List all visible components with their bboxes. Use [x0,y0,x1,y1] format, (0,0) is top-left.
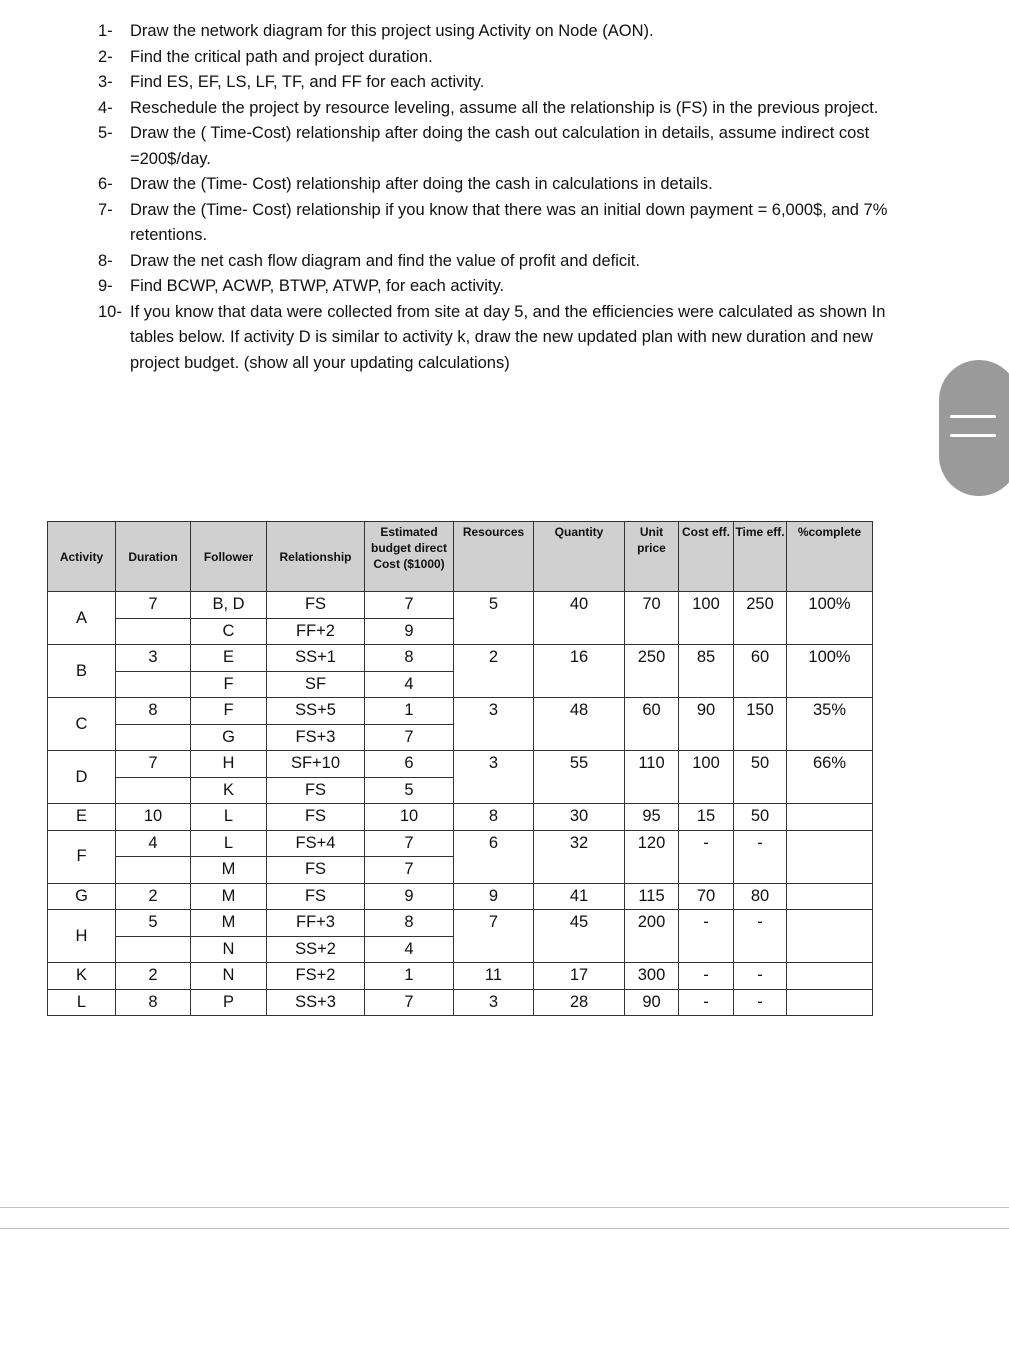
table-row [48,963,873,990]
cell-relationship: FS [267,592,365,619]
cell-quantity: 30 [534,804,625,831]
cell-activity: B [48,645,116,698]
side-drag-handle[interactable] [939,360,1009,496]
cell-follower: M [191,883,267,910]
cell-resources: 3 [454,989,534,1016]
cell-relationship: FS [267,883,365,910]
cell-unit-price: 120 [625,830,679,883]
question-text: Draw the network diagram for this project using Activity on Node (AON). [130,22,654,40]
table-row [48,698,873,725]
cell-relationship: FS [267,804,365,831]
cell-follower: H [191,751,267,778]
cell-unit-price: 250 [625,645,679,698]
cell-cost-eff: 70 [679,883,734,910]
header-quantity: Quantity [534,522,625,592]
cell-duration: 8 [116,698,191,725]
question-text: Find ES, EF, LS, LF, TF, and FF for each activity. [130,73,485,91]
cell-duration-empty [116,724,191,751]
cell-follower: N [191,963,267,990]
cell-follower: B, D [191,592,267,619]
cell-duration-empty [116,777,191,804]
cell-follower: E [191,645,267,672]
cell-resources: 5 [454,592,534,645]
cell-follower: K [191,777,267,804]
cell-budget: 7 [365,830,454,857]
cell-activity: C [48,698,116,751]
cell-follower: L [191,830,267,857]
table-row [48,883,873,910]
cell-follower: C [191,618,267,645]
cell-budget: 4 [365,671,454,698]
cell-duration: 8 [116,989,191,1016]
cell-unit-price: 115 [625,883,679,910]
cell-relationship: SF [267,671,365,698]
cell-cost-eff: - [679,989,734,1016]
cell-budget: 7 [365,857,454,884]
cell-quantity: 55 [534,751,625,804]
cell-relationship: FS+2 [267,963,365,990]
cell-resources: 3 [454,751,534,804]
cell-complete: 35% [787,698,873,751]
cell-unit-price: 95 [625,804,679,831]
question-number: 5- [98,124,113,142]
question-number: 7- [98,200,113,219]
cell-budget: 5 [365,777,454,804]
question-10 [98,300,898,377]
question-number: 3- [98,73,113,91]
cell-quantity: 48 [534,698,625,751]
header-complete: %complete [787,522,873,592]
cell-activity: A [48,592,116,645]
question-number: 10- [98,302,122,321]
cell-duration: 4 [116,830,191,857]
cell-complete: 100% [787,592,873,645]
cell-activity: G [48,883,116,910]
table-row [48,910,873,937]
cell-quantity: 17 [534,963,625,990]
header-duration: Duration [116,522,191,592]
question-1 [98,19,898,45]
cell-complete: 100% [787,645,873,698]
table-row [48,751,873,778]
question-number: 9- [98,277,113,295]
cell-duration: 7 [116,751,191,778]
question-text: If you know that data were collected from site at day 5, and the efficiencies were calculated as shown In tables below. If activity D is similar to activity k, draw the new updated plan with new duration and new project budget. (show all your updating calculations) [130,302,886,372]
cell-complete [787,989,873,1016]
header-resources: Resources [454,522,534,592]
cell-resources: 3 [454,698,534,751]
cell-relationship: FF+3 [267,910,365,937]
cell-follower: F [191,698,267,725]
cell-budget: 6 [365,751,454,778]
cell-cost-eff: 100 [679,751,734,804]
cell-budget: 7 [365,592,454,619]
cell-budget: 4 [365,936,454,963]
cell-duration: 5 [116,910,191,937]
cell-complete: 66% [787,751,873,804]
question-number: 8- [98,251,113,270]
cell-time-eff: - [734,989,787,1016]
cell-activity: F [48,830,116,883]
cell-cost-eff: - [679,963,734,990]
cell-relationship: SS+2 [267,936,365,963]
question-number: 6- [98,175,113,193]
question-list [98,19,898,376]
cell-quantity: 40 [534,592,625,645]
cell-budget: 7 [365,724,454,751]
cell-unit-price: 110 [625,751,679,804]
header-relationship: Relationship [267,522,365,592]
question-number: 4- [98,98,113,117]
cell-relationship: FS [267,777,365,804]
cell-time-eff: 80 [734,883,787,910]
cell-cost-eff: 15 [679,804,734,831]
cell-quantity: 16 [534,645,625,698]
cell-relationship: FS+4 [267,830,365,857]
cell-resources: 8 [454,804,534,831]
question-2 [98,45,898,71]
cell-duration-empty [116,857,191,884]
cell-activity: K [48,963,116,990]
cell-complete [787,830,873,883]
divider [0,1228,1009,1229]
header-unit-price: Unit price [625,522,679,592]
cell-relationship: SF+10 [267,751,365,778]
cell-time-eff: 250 [734,592,787,645]
cell-time-eff: - [734,830,787,883]
activity-table [47,521,873,1016]
table-row [48,830,873,857]
cell-duration: 7 [116,592,191,619]
cell-time-eff: 50 [734,751,787,804]
question-9 [98,274,898,300]
cell-unit-price: 200 [625,910,679,963]
cell-unit-price: 60 [625,698,679,751]
cell-time-eff: 60 [734,645,787,698]
cell-complete [787,883,873,910]
question-text: Draw the ( Time-Cost) relationship after doing the cash out calculation in details, assume indirect cost =200$/day. [130,124,870,168]
cell-resources: 11 [454,963,534,990]
question-3 [98,70,898,96]
cell-budget: 9 [365,618,454,645]
cell-quantity: 41 [534,883,625,910]
cell-relationship: FS [267,857,365,884]
cell-time-eff: - [734,963,787,990]
cell-relationship: FS+3 [267,724,365,751]
cell-relationship: FF+2 [267,618,365,645]
cell-follower: L [191,804,267,831]
question-text: Draw the net cash flow diagram and find the value of profit and deficit. [130,251,640,270]
table-row [48,989,873,1016]
cell-follower: M [191,857,267,884]
table-row [48,804,873,831]
cell-duration-empty [116,671,191,698]
cell-time-eff: 150 [734,698,787,751]
header-activity: Activity [48,522,116,592]
header-follower: Follower [191,522,267,592]
cell-follower: F [191,671,267,698]
cell-budget: 1 [365,698,454,725]
table-row [48,645,873,672]
cell-budget: 1 [365,963,454,990]
cell-quantity: 45 [534,910,625,963]
cell-duration-empty [116,618,191,645]
cell-relationship: SS+5 [267,698,365,725]
cell-activity: E [48,804,116,831]
cell-follower: P [191,989,267,1016]
table-row [48,592,873,619]
cell-complete [787,804,873,831]
header-cost-eff: Cost eff. [679,522,734,592]
cell-complete [787,963,873,990]
question-8 [98,249,898,275]
cell-activity: H [48,910,116,963]
handle-grip-line-icon [950,415,996,418]
cell-activity: D [48,751,116,804]
cell-budget: 8 [365,910,454,937]
cell-resources: 2 [454,645,534,698]
cell-quantity: 28 [534,989,625,1016]
question-text: Reschedule the project by resource leveling, assume all the relationship is (FS) in the previous project. [130,98,879,117]
header-budget: Estimated budget direct Cost ($1000) [365,522,454,592]
header-time-eff: Time eff. [734,522,787,592]
cell-follower: M [191,910,267,937]
cell-budget: 7 [365,989,454,1016]
cell-complete [787,910,873,963]
cell-duration: 10 [116,804,191,831]
cell-time-eff: - [734,910,787,963]
handle-grip-line-icon [950,434,996,437]
question-text: Draw the (Time- Cost) relationship after doing the cash in calculations in details. [130,175,713,193]
cell-resources: 6 [454,830,534,883]
question-4 [98,96,898,122]
cell-cost-eff: - [679,910,734,963]
cell-unit-price: 90 [625,989,679,1016]
cell-resources: 9 [454,883,534,910]
question-6 [98,172,898,198]
cell-cost-eff: - [679,830,734,883]
cell-cost-eff: 100 [679,592,734,645]
cell-follower: G [191,724,267,751]
question-number: 2- [98,47,113,66]
cell-cost-eff: 90 [679,698,734,751]
cell-time-eff: 50 [734,804,787,831]
question-5 [98,121,898,172]
cell-duration: 2 [116,963,191,990]
question-text: Find the critical path and project duration. [130,47,433,66]
divider [0,1207,1009,1208]
cell-unit-price: 70 [625,592,679,645]
cell-budget: 10 [365,804,454,831]
cell-resources: 7 [454,910,534,963]
cell-duration: 2 [116,883,191,910]
cell-budget: 9 [365,883,454,910]
question-number: 1- [98,22,113,40]
cell-duration: 3 [116,645,191,672]
question-7 [98,198,898,249]
cell-budget: 8 [365,645,454,672]
cell-unit-price: 300 [625,963,679,990]
cell-relationship: SS+1 [267,645,365,672]
cell-quantity: 32 [534,830,625,883]
cell-follower: N [191,936,267,963]
cell-cost-eff: 85 [679,645,734,698]
cell-activity: L [48,989,116,1016]
question-text: Draw the (Time- Cost) relationship if you know that there was an initial down payment = 6,000$, and 7% retentions. [130,200,888,244]
cell-duration-empty [116,936,191,963]
cell-relationship: SS+3 [267,989,365,1016]
question-text: Find BCWP, ACWP, BTWP, ATWP, for each activity. [130,277,505,295]
